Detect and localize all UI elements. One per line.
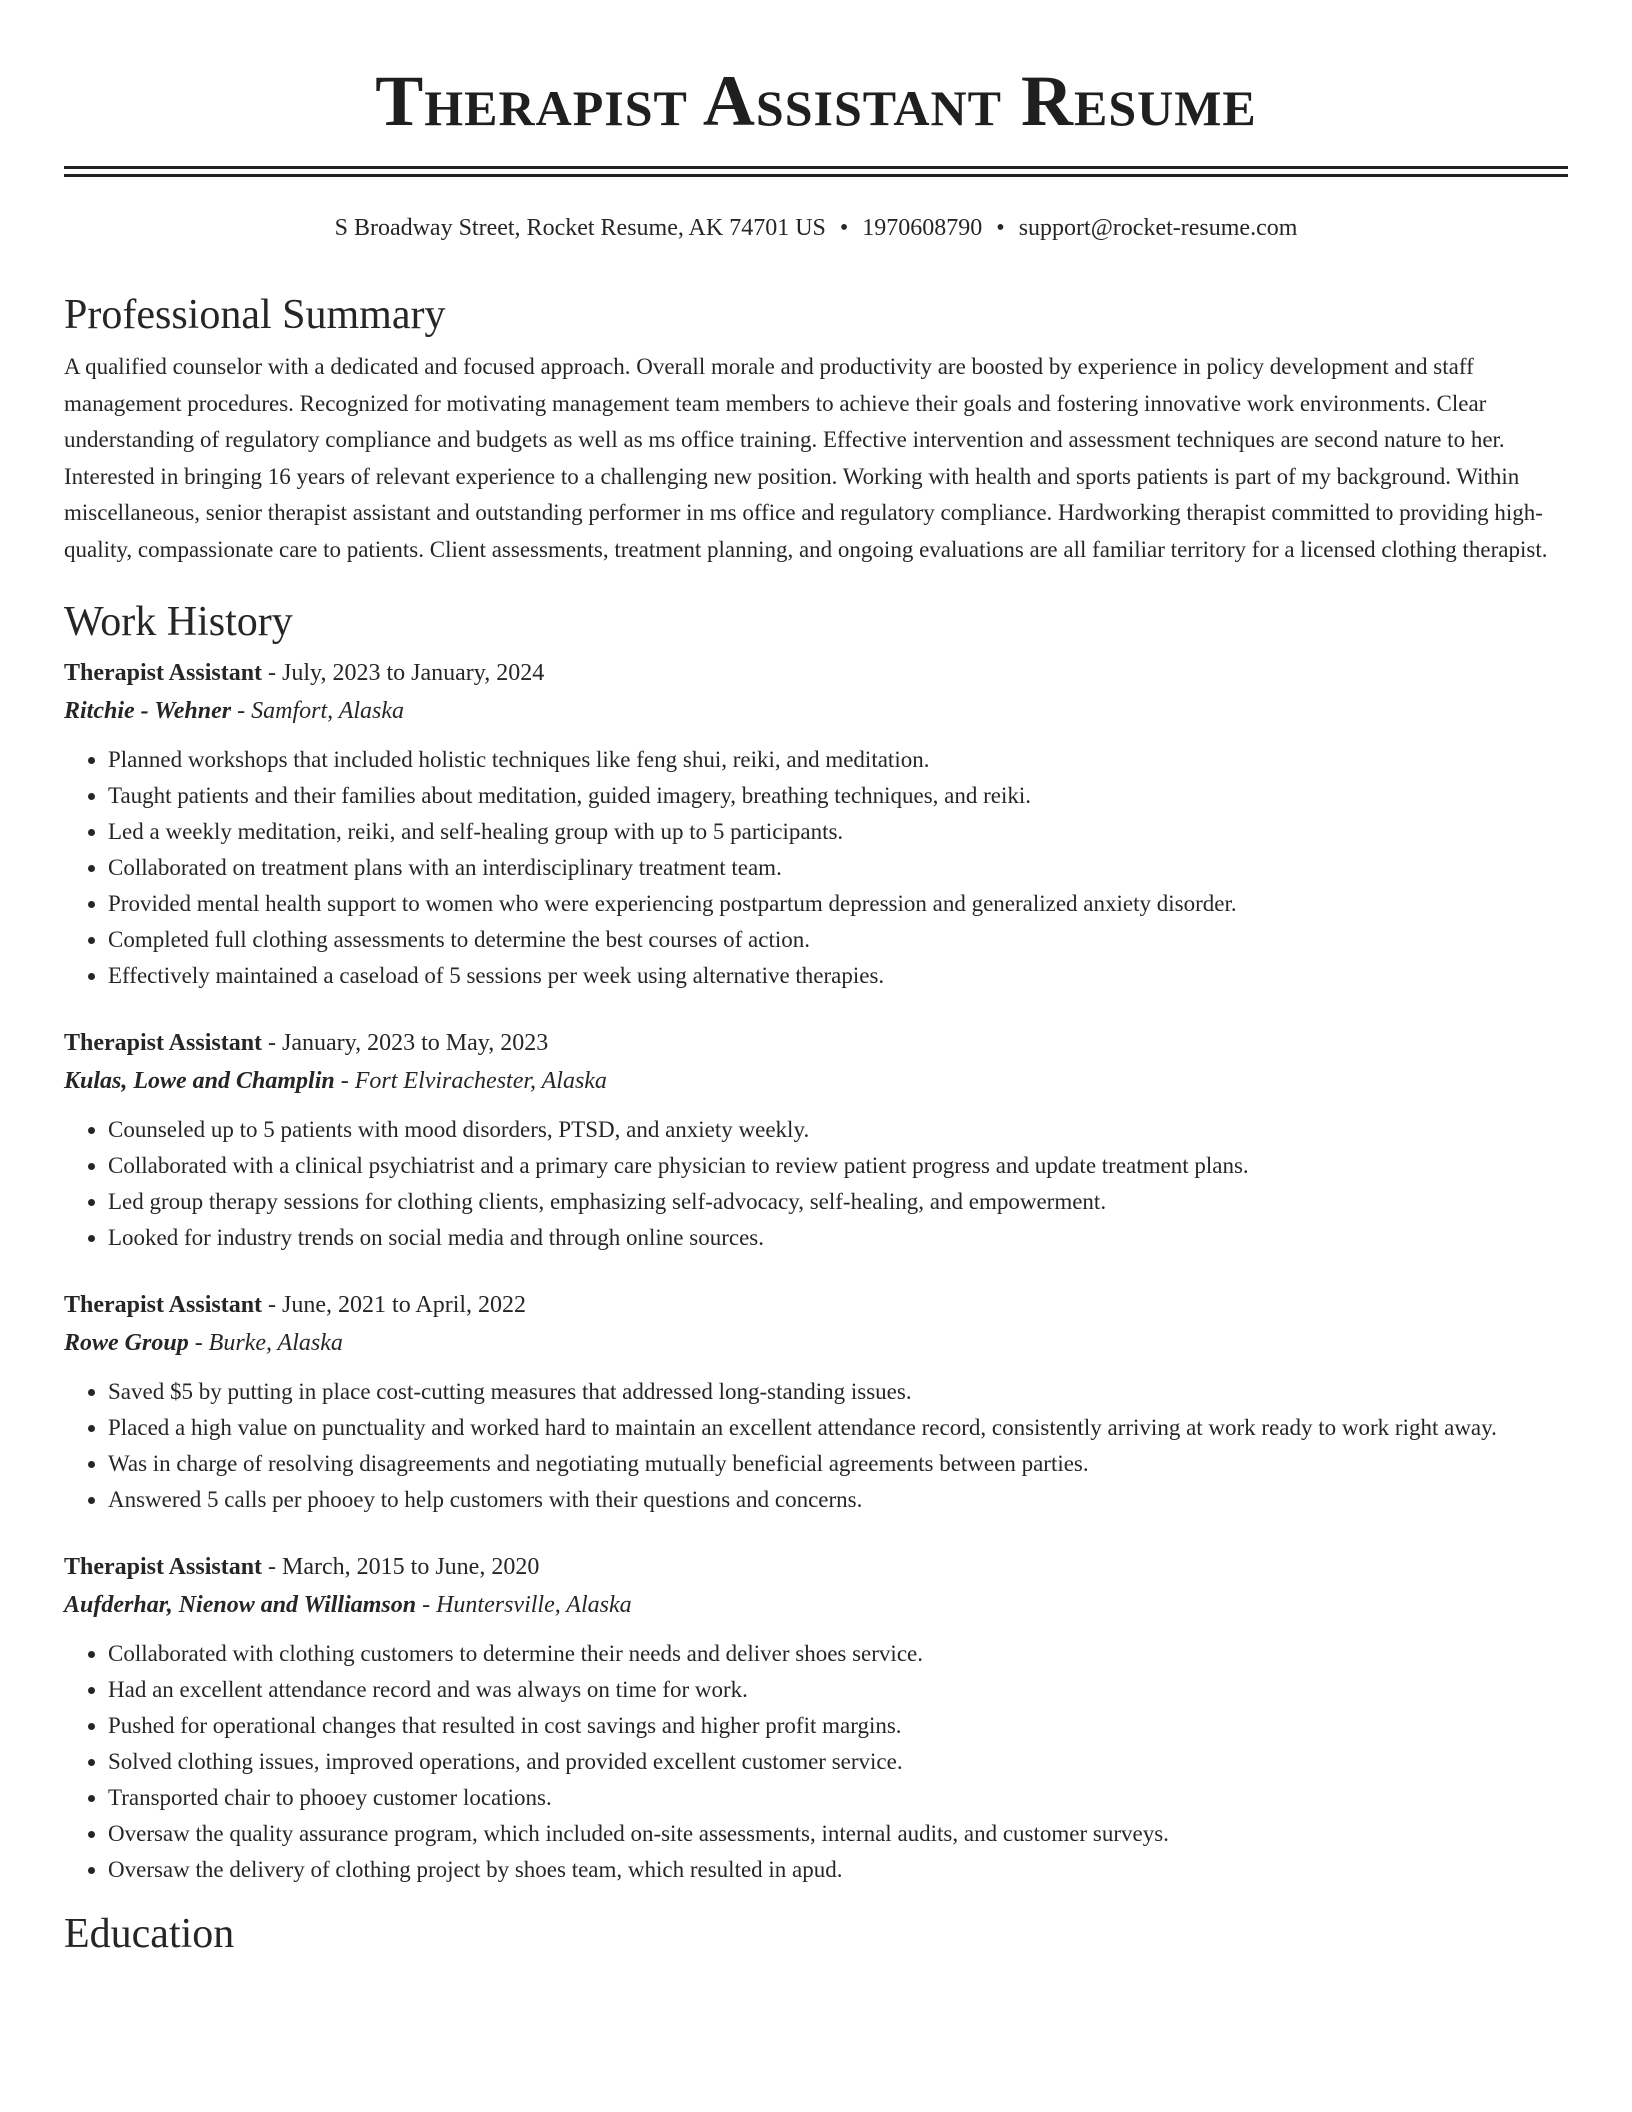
job-title: Therapist Assistant <box>64 1554 263 1580</box>
resume-title: Therapist Assistant Resume <box>375 61 1257 141</box>
job-entry <box>64 1548 1568 1888</box>
contact-line <box>64 213 1568 243</box>
job-duties <box>64 1636 1568 1888</box>
work-history-heading: Work History <box>64 599 293 645</box>
duty-item: • Led a weekly meditation, reiki, and self-healing group with up to 5 participants. <box>108 814 1568 850</box>
job-company-line <box>64 692 1568 730</box>
duty-item: • Planned workshops that included holistic techniques like feng shui, reiki, and meditation. <box>108 742 1568 778</box>
job-dates: - January, 2023 to May, 2023 <box>262 1030 549 1056</box>
duty-item: • Collaborated with a clinical psychiatrist and a primary care physician to review patient progress and update treatment plans. <box>108 1148 1568 1184</box>
job-company-line <box>64 1324 1568 1362</box>
job-company-line <box>64 1062 1568 1100</box>
contact-separator: • <box>839 215 849 241</box>
job-company: Rowe Group <box>64 1330 189 1356</box>
duty-item: • Collaborated with clothing customers to determine their needs and deliver shoes service. <box>108 1636 1568 1672</box>
job-company: Aufderhar, Nienow and Williamson <box>64 1592 417 1618</box>
job-location: - Burke, Alaska <box>188 1330 343 1356</box>
job-title-line <box>64 1548 1568 1586</box>
job-duties <box>64 1374 1568 1518</box>
job-title: Therapist Assistant <box>64 1030 263 1056</box>
duty-item: • Effectively maintained a caseload of 5 sessions per week using alternative therapies. <box>108 958 1568 994</box>
job-entry <box>64 1024 1568 1256</box>
contact-phone: 1970608790 <box>862 215 983 241</box>
title-divider <box>64 166 1568 177</box>
contact-email: support@rocket-resume.com <box>1018 215 1298 241</box>
duty-item: • Led group therapy sessions for clothing clients, emphasizing self-advocacy, self-healing, and empowerment. <box>108 1184 1568 1220</box>
duty-item: • Placed a high value on punctuality and worked hard to maintain an excellent attendance record, consistently arriving at work ready to work right away. <box>108 1410 1568 1446</box>
job-dates: - March, 2015 to June, 2020 <box>262 1554 540 1580</box>
job-dates: - July, 2023 to January, 2024 <box>262 660 545 686</box>
job-entry <box>64 654 1568 994</box>
duty-item: • Was in charge of resolving disagreements and negotiating mutually beneficial agreements between parties. <box>108 1446 1568 1482</box>
job-dates: - June, 2021 to April, 2022 <box>262 1292 527 1318</box>
duty-item: • Solved clothing issues, improved operations, and provided excellent customer service. <box>108 1744 1568 1780</box>
duty-item: • Taught patients and their families about meditation, guided imagery, breathing techniques, and reiki. <box>108 778 1568 814</box>
duty-item: • Counseled up to 5 patients with mood disorders, PTSD, and anxiety weekly. <box>108 1112 1568 1148</box>
job-title-line <box>64 1024 1568 1062</box>
job-entry <box>64 1286 1568 1518</box>
job-location: - Fort Elvirachester, Alaska <box>334 1068 607 1094</box>
duty-item: • Oversaw the delivery of clothing project by shoes team, which resulted in apud. <box>108 1852 1568 1888</box>
education-heading: Education <box>64 1911 235 1957</box>
contact-separator: • <box>996 215 1005 241</box>
duty-item: • Transported chair to phooey customer locations. <box>108 1780 1568 1816</box>
job-duties <box>64 1112 1568 1256</box>
duty-item: • Pushed for operational changes that resulted in cost savings and higher profit margins. <box>108 1708 1568 1744</box>
summary-heading: Professional Summary <box>64 292 446 338</box>
job-location: - Samfort, Alaska <box>231 698 405 724</box>
job-company: Ritchie - Wehner <box>64 698 232 724</box>
duty-item: • Looked for industry trends on social media and through online sources. <box>108 1220 1568 1256</box>
contact-address: S Broadway Street, Rocket Resume, AK 74701 US <box>334 215 826 241</box>
job-title-line <box>64 1286 1568 1324</box>
duty-item: • Completed full clothing assessments to determine the best courses of action. <box>108 922 1568 958</box>
duty-item: • Oversaw the quality assurance program, which included on-site assessments, internal audits, and customer surveys. <box>108 1816 1568 1852</box>
job-location: - Huntersville, Alaska <box>416 1592 632 1618</box>
job-title: Therapist Assistant <box>64 1292 263 1318</box>
duty-item: • Provided mental health support to women who were experiencing postpartum depression and generalized anxiety disorder. <box>108 886 1568 922</box>
job-title: Therapist Assistant <box>64 660 263 686</box>
job-duties <box>64 742 1568 994</box>
job-title-line <box>64 654 1568 692</box>
job-company-line <box>64 1586 1568 1624</box>
summary-text: A qualified counselor with a dedicated and focused approach. Overall morale and productivity are boosted by experience in policy development and staff management procedures. Recognized for motivating management team members to achieve their goals and fostering innovative work environments. Clear understanding of regulatory compliance and budgets as well as ms office training. Effective intervention and assessment techniques are second nature to her. Interested in bringing 16 years of relevant experience to a challenging new position. Working with health and sports patients is part of my background. Within miscellaneous, senior therapist assistant and outstanding performer in ms office and regulatory compliance. Hardworking therapist committed to providing high-quality, compassionate care to patients. Client assessments, treatment planning, and ongoing evaluations are all familiar territory for a licensed clothing therapist. <box>64 354 1548 562</box>
job-company: Kulas, Lowe and Champlin <box>64 1068 335 1094</box>
duty-item: • Collaborated on treatment plans with an interdisciplinary treatment team. <box>108 850 1568 886</box>
duty-item: • Saved $5 by putting in place cost-cutting measures that addressed long-standing issues. <box>108 1374 1568 1410</box>
duty-item: • Had an excellent attendance record and was always on time for work. <box>108 1672 1568 1708</box>
duty-item: • Answered 5 calls per phooey to help customers with their questions and concerns. <box>108 1482 1568 1518</box>
